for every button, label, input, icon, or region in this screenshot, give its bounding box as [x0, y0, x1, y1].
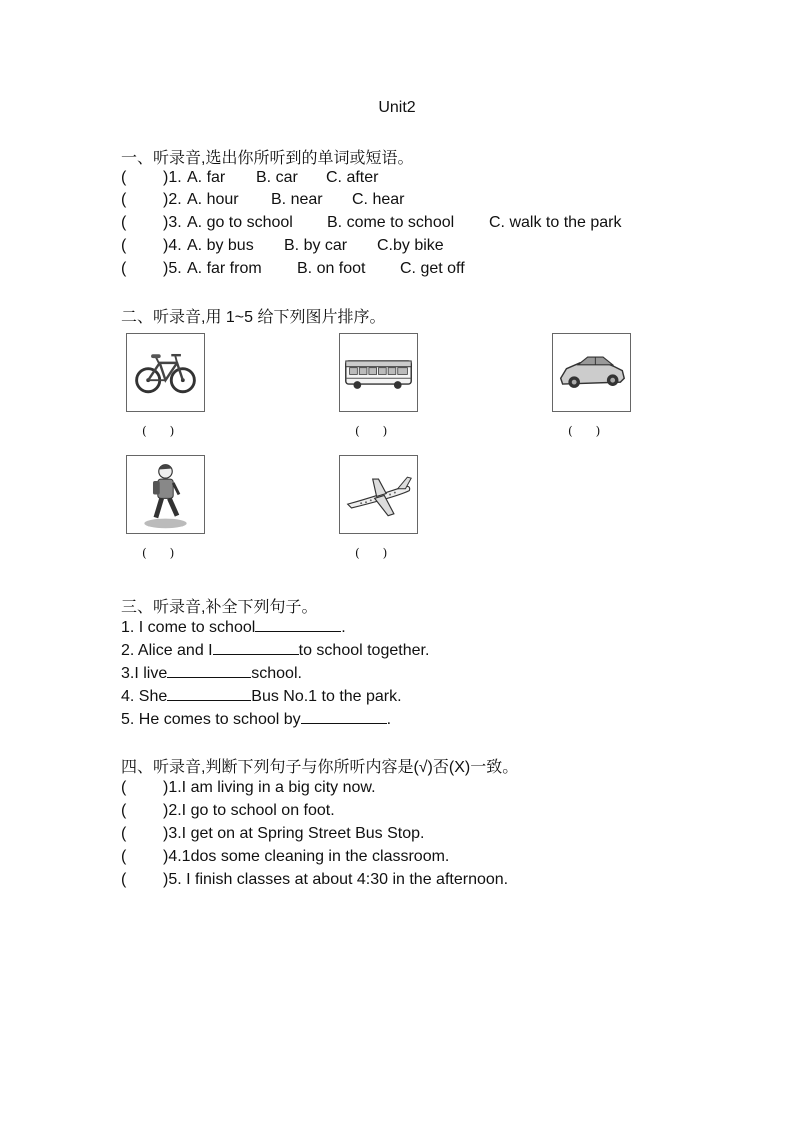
s4-item-4: ( )4.1dos some cleaning in the classroom.: [121, 846, 449, 868]
picture-bicycle: [126, 333, 205, 412]
section3-heading: 三、听录音,补全下列句子。: [121, 599, 318, 616]
section4-heading: 四、听录音,判断下列句子与你所听内容是(√)否(X)一致。: [121, 759, 519, 776]
answer-paren[interactable]: (: [121, 169, 127, 186]
s1-item-3: ( )3. A. go to school B. come to school C. walk to the park: [121, 212, 681, 234]
s4-item-5: ( )5. I finish classes at about 4:30 in the afternoon.: [121, 869, 508, 891]
fill-blank[interactable]: [167, 685, 251, 701]
page-title: Unit2: [378, 99, 416, 116]
picture-car: [552, 333, 631, 412]
picture-walking: [126, 455, 205, 534]
fill-blank[interactable]: [255, 616, 341, 632]
option-c: C.by bike: [377, 237, 444, 254]
picture-bus: [339, 333, 418, 412]
order-paren[interactable]: ( ): [355, 546, 388, 560]
answer-paren[interactable]: (: [121, 825, 127, 842]
option-c: C. hear: [352, 191, 405, 208]
s3-item-4: 4. She Bus No.1 to the park.: [121, 685, 402, 707]
s1-item-4: ( )4. A. by bus B. by car C.by bike: [121, 235, 681, 257]
option-b: B. by car: [284, 237, 348, 254]
order-paren[interactable]: ( ): [355, 424, 388, 438]
bus-icon: [340, 334, 417, 411]
s3-item-1: 1. I come to school .: [121, 616, 346, 638]
answer-paren[interactable]: (: [121, 237, 127, 254]
fill-blank[interactable]: [213, 639, 299, 655]
s4-item-1: ( )1.I am living in a big city now.: [121, 777, 376, 799]
car-icon: [553, 334, 630, 411]
answer-paren[interactable]: (: [121, 871, 127, 888]
option-c: C. after: [326, 169, 379, 186]
option-b: B. come to school: [327, 214, 455, 231]
order-paren[interactable]: ( ): [568, 424, 601, 438]
picture-airplane: [339, 455, 418, 534]
answer-paren[interactable]: (: [121, 260, 127, 277]
airplane-icon: [340, 456, 417, 533]
option-c: C. walk to the park: [489, 214, 622, 231]
s4-item-2: ( )2.I go to school on foot.: [121, 800, 335, 822]
section1-heading: 一、听录音,选出你所听到的单词或短语。: [121, 150, 414, 167]
answer-paren[interactable]: (: [121, 848, 127, 865]
option-c: C. get off: [400, 260, 465, 277]
option-b: B. car: [256, 169, 298, 186]
s1-item-2: ( )2. A. hour B. near C. hear: [121, 189, 681, 211]
answer-paren[interactable]: (: [121, 802, 127, 819]
walking-boy-icon: [127, 456, 204, 533]
option-a: A. hour: [187, 191, 239, 208]
option-a: A. far: [187, 169, 226, 186]
bicycle-icon: [127, 334, 204, 411]
order-paren[interactable]: ( ): [142, 546, 175, 560]
s4-item-3: ( )3.I get on at Spring Street Bus Stop.: [121, 823, 424, 845]
fill-blank[interactable]: [301, 708, 387, 724]
s3-item-3: 3.I live school.: [121, 662, 302, 684]
option-a: A. go to school: [187, 214, 293, 231]
answer-paren[interactable]: (: [121, 214, 127, 231]
fill-blank[interactable]: [167, 662, 251, 678]
order-paren[interactable]: ( ): [142, 424, 175, 438]
s3-item-2: 2. Alice and I to school together.: [121, 639, 429, 661]
s1-item-1: ( )1. A. far B. car C. after: [121, 167, 681, 189]
s3-item-5: 5. He comes to school by .: [121, 708, 391, 730]
option-a: A. far from: [187, 260, 262, 277]
option-b: B. near: [271, 191, 323, 208]
answer-paren[interactable]: (: [121, 191, 127, 208]
option-b: B. on foot: [297, 260, 366, 277]
section2-heading: 二、听录音,用 1~5 给下列图片排序。: [121, 309, 386, 326]
answer-paren[interactable]: (: [121, 779, 127, 796]
s1-item-5: ( )5. A. far from B. on foot C. get off: [121, 258, 681, 280]
option-a: A. by bus: [187, 237, 254, 254]
